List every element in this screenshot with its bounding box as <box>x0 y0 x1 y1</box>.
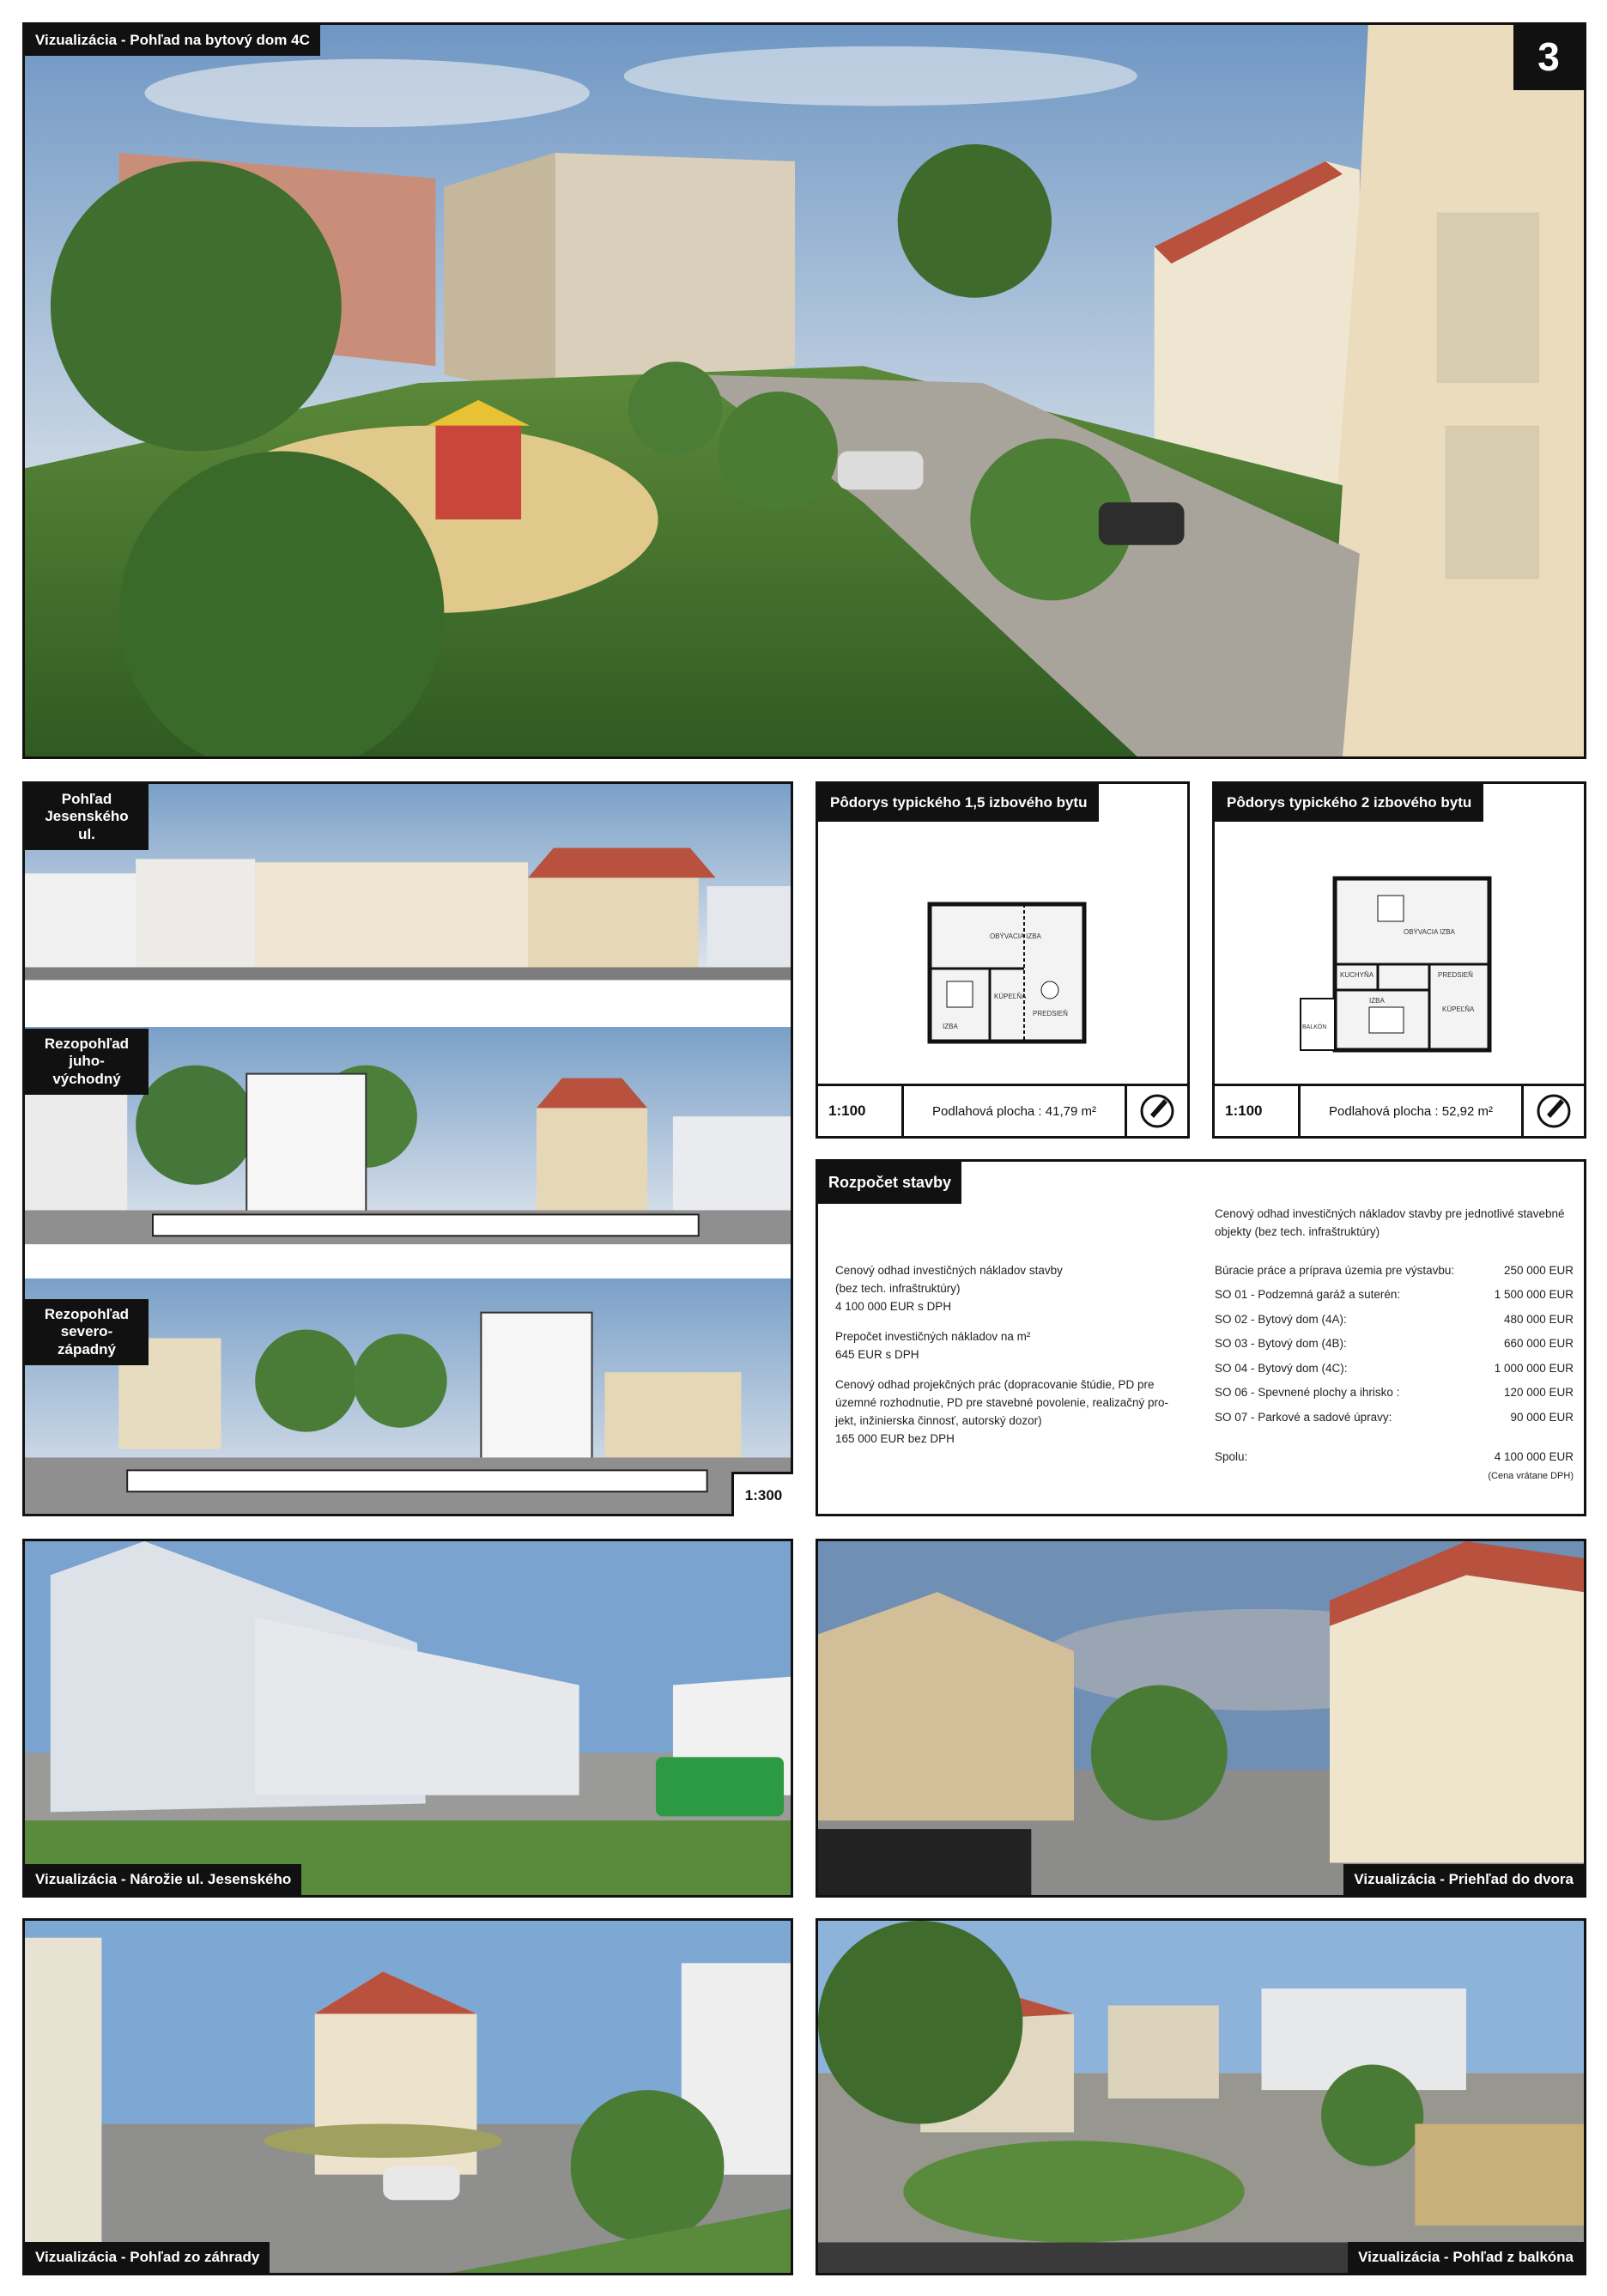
budget-text: 165 000 EUR bez DPH <box>835 1432 955 1445</box>
render-corner-image <box>25 1541 791 1895</box>
budget-text: objekty (bez tech. infraštruktúry) <box>1215 1225 1380 1238</box>
plan-1-5-area-label: Podlahová plocha : <box>932 1103 1042 1119</box>
plan-2-drawing <box>1283 870 1507 1067</box>
plan-1-5-area <box>904 1086 1125 1136</box>
elevations-panel <box>22 781 793 1516</box>
budget-row-value: 1 000 000 EUR <box>1494 1361 1574 1375</box>
plan-1-5-title: Pôdorys typického 1,5 izbového bytu <box>818 784 1099 822</box>
render-balcony <box>816 1918 1586 2275</box>
render-balcony-label: Vizualizácia - Pohľad z balkóna <box>1348 2242 1584 2273</box>
plan-1-5-room-living: OBÝVACIA IZBA <box>990 932 1041 940</box>
budget-breakdown-intro <box>1215 1205 1574 1241</box>
budget-text: Cenový odhad projekčných prác (dopracovanie štúdie, PD pre <box>835 1378 1155 1391</box>
render-courtyard-label: Vizualizácia - Priehľad do dvora <box>1343 1864 1584 1895</box>
budget-row-name: Búracie práce a príprava územia pre výstavbu: <box>1215 1263 1455 1277</box>
budget-text: jekt, inžinierska činnosť, autorský dozor) <box>835 1414 1042 1427</box>
plan-2-room-bedroom: IZBA <box>1369 997 1385 1005</box>
plan-1-5-room-bath: KÚPEĽŇA <box>994 993 1027 1000</box>
render-corner <box>22 1539 793 1898</box>
budget-total-value: 4 100 000 EUR <box>1494 1450 1574 1464</box>
hero-label: Vizualizácia - Pohľad na bytový dom 4C <box>25 25 320 56</box>
plan-2-area-value: 52,92 m² <box>1441 1103 1493 1119</box>
budget-title: Rozpočet stavby <box>818 1162 961 1204</box>
budget-summary-per-m2 <box>835 1327 1187 1364</box>
render-courtyard-image <box>818 1541 1584 1895</box>
plan-2-room-balcony: BALKÓN <box>1302 1024 1327 1030</box>
section-nw-label: Rezopohľad severo-západný <box>25 1299 149 1365</box>
budget-row-value: 120 000 EUR <box>1503 1386 1574 1400</box>
render-garden-image <box>25 1921 791 2273</box>
budget-text: 645 EUR s DPH <box>835 1348 919 1361</box>
plan-2-room-kitchen: KUCHYŇA <box>1340 971 1374 979</box>
render-garden-label: Vizualizácia - Pohľad zo záhrady <box>25 2242 270 2273</box>
render-corner-label: Vizualizácia - Nárožie ul. Jesenského <box>25 1864 301 1895</box>
plan-2-room-apartment <box>1212 781 1586 1139</box>
section-se-label: Rezopohľad juho-východný <box>25 1029 149 1095</box>
budget-text: územné rozhodnutie, PD pre stavebné povolenie, realizačný pro- <box>835 1396 1168 1409</box>
plan-1-5-area-value: 41,79 m² <box>1045 1103 1096 1119</box>
budget-summary-total <box>835 1261 1187 1315</box>
budget-text: Cenový odhad investičných nákladov stavby pre jednotlivé stavebné <box>1215 1207 1565 1220</box>
budget-row-name: SO 04 - Bytový dom (4C): <box>1215 1361 1348 1375</box>
budget-row-name: SO 02 - Bytový dom (4A): <box>1215 1312 1347 1326</box>
plan-2-room-hall: PREDSIEŇ <box>1438 971 1473 979</box>
plan-1-5-footer <box>818 1084 1187 1136</box>
render-balcony-image <box>818 1921 1584 2273</box>
budget-row <box>1215 1307 1574 1332</box>
budget-row-value: 90 000 EUR <box>1510 1410 1574 1424</box>
render-garden <box>22 1918 793 2275</box>
hero-render <box>22 22 1586 759</box>
budget-total-row <box>1215 1445 1574 1470</box>
budget-panel <box>816 1159 1586 1516</box>
plan-1-5-room-bedroom: IZBA <box>943 1023 958 1030</box>
plan-2-footer <box>1215 1084 1584 1136</box>
budget-text: (bez tech. infraštruktúry) <box>835 1282 961 1295</box>
elevations-drawing <box>25 784 791 1514</box>
budget-summary <box>835 1261 1187 1460</box>
render-courtyard <box>816 1539 1586 1898</box>
plan-2-title: Pôdorys typického 2 izbového bytu <box>1215 784 1483 822</box>
hero-scene-image <box>25 25 1584 756</box>
plan-2-room-living: OBÝVACIA IZBA <box>1404 928 1455 936</box>
budget-text: Cenový odhad investičných nákladov stavby <box>835 1264 1063 1277</box>
budget-row-value: 250 000 EUR <box>1503 1263 1574 1277</box>
plan-1-5-drawing <box>895 887 1110 1059</box>
plan-2-room-bath: KÚPEĽŇA <box>1442 1005 1475 1013</box>
plan-2-area <box>1301 1086 1521 1136</box>
plan-2-scale: 1:100 <box>1215 1086 1301 1136</box>
budget-row <box>1215 1258 1574 1283</box>
budget-row-name: SO 07 - Parkové a sadové úpravy: <box>1215 1410 1392 1424</box>
plan-1-5-room-hall: PREDSIEŇ <box>1033 1010 1068 1017</box>
budget-row-value: 660 000 EUR <box>1503 1337 1574 1351</box>
budget-row-value: 480 000 EUR <box>1503 1312 1574 1326</box>
north-arrow-icon <box>1521 1086 1584 1136</box>
budget-total-label: Spolu: <box>1215 1450 1248 1464</box>
budget-row-name: SO 01 - Podzemná garáž a suterén: <box>1215 1288 1401 1302</box>
budget-row <box>1215 1356 1574 1381</box>
budget-summary-design <box>835 1376 1187 1448</box>
sections-scale: 1:300 <box>731 1472 793 1516</box>
budget-row-value: 1 500 000 EUR <box>1494 1288 1574 1302</box>
budget-row-name: SO 06 - Spevnené plochy a ihrisko : <box>1215 1386 1400 1400</box>
page-number: 3 <box>1513 23 1584 90</box>
street-view-label: Pohľad Jesenského ul. <box>25 784 149 850</box>
budget-row-name: SO 03 - Bytový dom (4B): <box>1215 1337 1347 1351</box>
plan-1-5-scale: 1:100 <box>818 1086 904 1136</box>
budget-row <box>1215 1283 1574 1308</box>
budget-row <box>1215 1405 1574 1430</box>
plan-1-5-room-apartment <box>816 781 1190 1139</box>
budget-total-note: (Cena vrátane DPH) <box>1488 1471 1574 1481</box>
budget-breakdown <box>1215 1205 1574 1481</box>
budget-row <box>1215 1381 1574 1406</box>
budget-text: Prepočet investičných nákladov na m² <box>835 1330 1031 1343</box>
plan-2-area-label: Podlahová plocha : <box>1329 1103 1439 1119</box>
north-arrow-icon <box>1125 1086 1187 1136</box>
budget-text: 4 100 000 EUR s DPH <box>835 1300 952 1313</box>
budget-row <box>1215 1332 1574 1357</box>
